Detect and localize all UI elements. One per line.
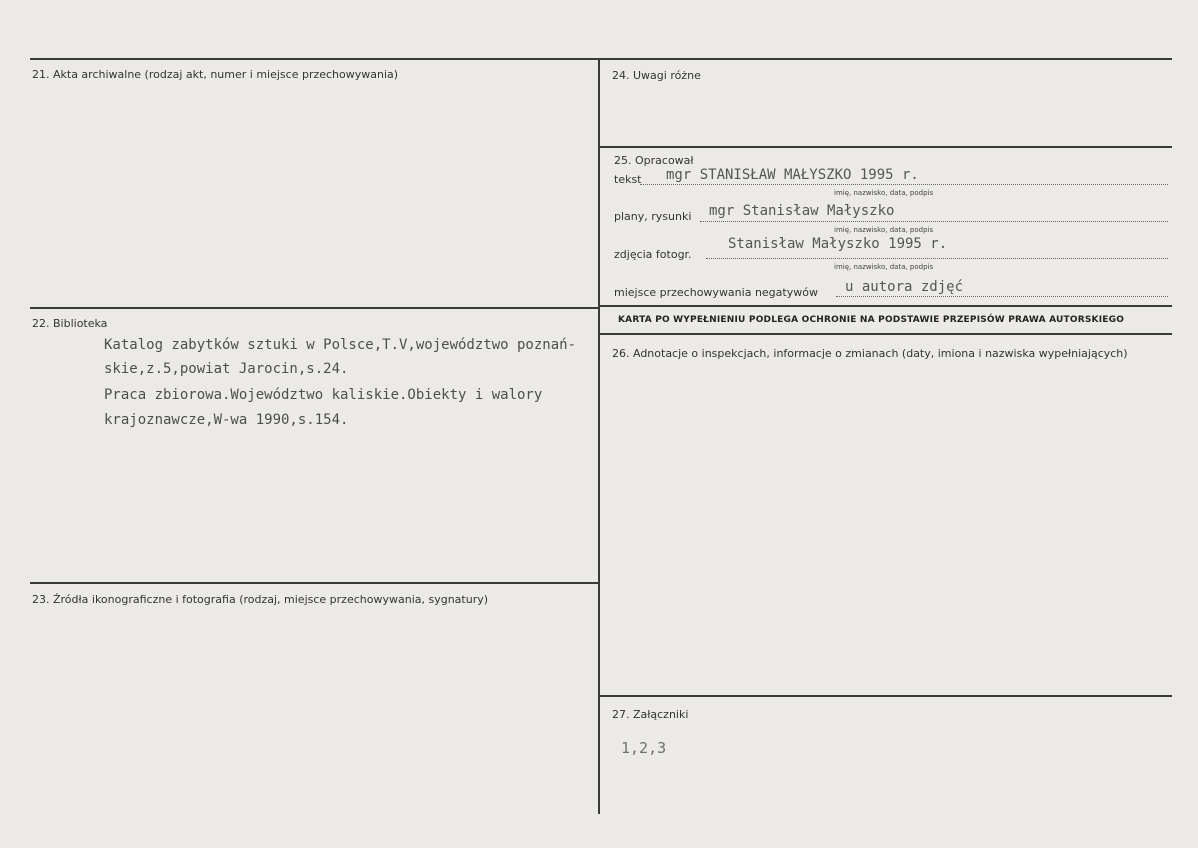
plany-label: plany, rysunki xyxy=(614,210,692,223)
rule-24-25 xyxy=(599,146,1172,148)
miejsce-line xyxy=(836,296,1168,297)
rule-21-22 xyxy=(30,307,599,309)
section-21-label: 21. Akta archiwalne (rodzaj akt, numer i miejsce przechowywania) xyxy=(32,68,399,81)
zdjecia-hint: imię, nazwisko, data, podpis xyxy=(834,263,934,271)
miejsce-label: miejsce przechowywania negatywów xyxy=(614,286,818,299)
section-26-label: 26. Adnotacje o inspekcjach, informacje o zmianach (daty, imiona i nazwiska wypełniających) xyxy=(612,347,1128,360)
section-23-label: 23. Źródła ikonograficzne i fotografia (rodzaj, miejsce przechowywania, sygnatury) xyxy=(32,593,489,606)
rule-26-27 xyxy=(599,695,1172,697)
section-25-label: 25. Opracował xyxy=(614,154,694,167)
plany-value: mgr Stanisław Małyszko xyxy=(709,203,895,219)
rule-22-23 xyxy=(30,582,599,584)
copyright-notice: KARTA PO WYPEŁNIENIU PODLEGA OCHRONIE NA PODSTAWIE PRZEPISÓW PRAWA AUTORSKIEGO xyxy=(618,315,1125,325)
attachments-value: 1,2,3 xyxy=(621,739,667,757)
top-rule xyxy=(30,58,1172,60)
section-27-label: 27. Załączniki xyxy=(612,708,689,721)
library-entry-line-4: krajoznawcze,W-wa 1990,s.154. xyxy=(104,412,349,428)
center-divider xyxy=(598,58,600,814)
rule-notice-26 xyxy=(599,333,1172,335)
miejsce-value: u autora zdjęć xyxy=(845,279,964,295)
rule-25-notice xyxy=(599,305,1172,307)
library-entry-line-3: Praca zbiorowa.Województwo kaliskie.Obiekty i walory xyxy=(104,387,543,403)
tekst-line xyxy=(640,184,1168,185)
plany-line xyxy=(700,221,1168,222)
zdjecia-line xyxy=(706,258,1168,259)
library-entry-line-1: Katalog zabytków sztuki w Polsce,T.V,województwo poznań- xyxy=(104,337,577,353)
plany-hint: imię, nazwisko, data, podpis xyxy=(834,226,934,234)
tekst-hint: imię, nazwisko, data, podpis xyxy=(834,189,934,197)
section-22-label: 22. Biblioteka xyxy=(32,317,108,330)
zdjecia-label: zdjęcia fotogr. xyxy=(614,248,692,261)
tekst-label: tekst xyxy=(614,173,642,186)
section-24-label: 24. Uwagi różne xyxy=(612,69,701,82)
zdjecia-value: Stanisław Małyszko 1995 r. xyxy=(728,236,948,252)
library-entry-line-2: skie,z.5,powiat Jarocin,s.24. xyxy=(104,361,349,377)
tekst-value: mgr STANISŁAW MAŁYSZKO 1995 r. xyxy=(666,167,919,183)
